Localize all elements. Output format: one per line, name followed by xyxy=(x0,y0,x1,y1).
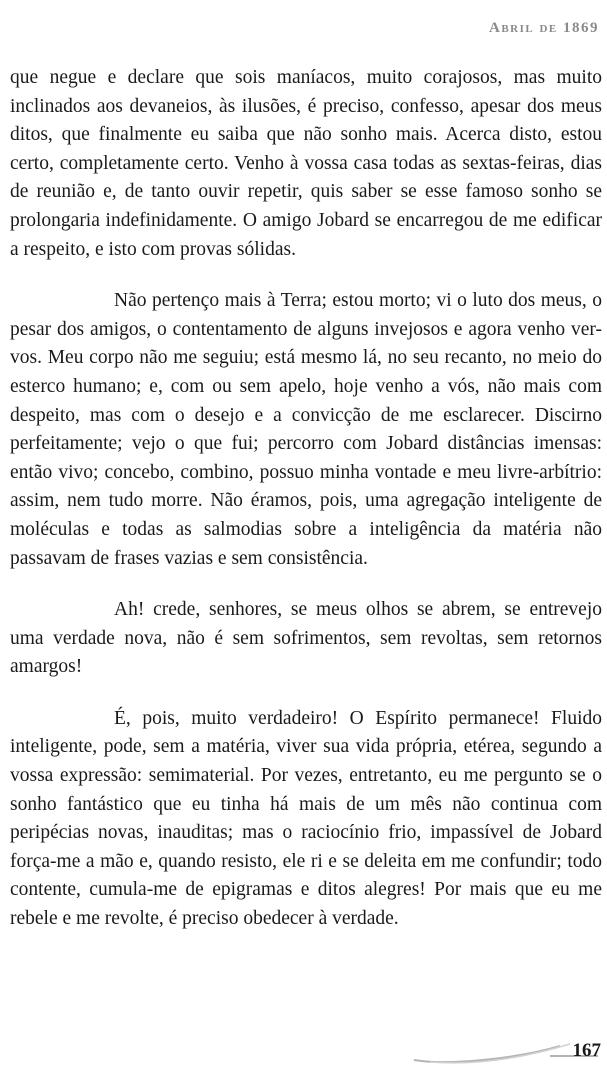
paragraph-4: É, pois, muito verdadeiro! O Espírito permanece! Fluido inteligente, pode, sem a matéria, viver sua vida própria, etérea, segundo a vossa expressão: semimaterial. Por vezes, entretanto, eu me pergunto se o sonho fantástico que eu tinha há mais de um mês não continua com peripécias novas, inauditas; mas o raciocínio frio, impassível de Jobard força-me a mão e, quando resisto, ele ri e se deleita em me confundir; todo contente, cumula-me de epigramas e ditos alegres! Por mais que eu me rebele e me revolte, é preciso obedecer à verdade. xyxy=(10,707,602,930)
running-head: Abril de 1869 xyxy=(488,20,599,36)
footer-swoosh-decoration xyxy=(410,1036,600,1066)
paragraph-2: Não pertenço mais à Terra; estou morto; vi o luto dos meus, o pesar dos amigos, o contentamento de alguns invejosos e agora venho ver-vos. Meu corpo não me seguiu; está mesmo lá, no seu recanto, no meio do esterco humano; e, com ou sem apelo, hoje venho a vós, não mais com despeito, mas com o desejo e a convicção de me esclarecer. Discirno perfeitamente; vejo o que fui; percorro com Jobard distâncias imensas: então vivo; concebo, combino, possuo minha vontade e meu livre-arbítrio: assim, nem tudo morre. Não éramos, pois, uma agregação inteligente de moléculas e todas as salmodias sobre a inteligência da matéria não passavam de frases vazias e sem consistência. xyxy=(10,290,602,569)
page-number: 167 xyxy=(572,1040,601,1061)
paragraph-3: Ah! crede, senhores, se meus olhos se abrem, se entrevejo uma verdade nova, não é sem sofrimentos, sem revoltas, sem retornos amargos! xyxy=(10,599,602,678)
page-body xyxy=(10,64,602,934)
paragraph-1: que negue e declare que sois maníacos, muito corajosos, mas muito inclinados aos devaneios, às ilusões, é preciso, confesso, apesar dos meus ditos, que finalmente eu saiba que não sonho mais. Acerca disto, estou certo, completamente certo. Venho à vossa casa todas as sextas-feiras, dias de reunião e, de tanto ouvir repetir, quis saber se esse famoso sonho se prolongaria indefinidamente. O amigo Jobard se encarregou de me edificar a respeito, e isto com provas sólidas. xyxy=(10,67,602,260)
